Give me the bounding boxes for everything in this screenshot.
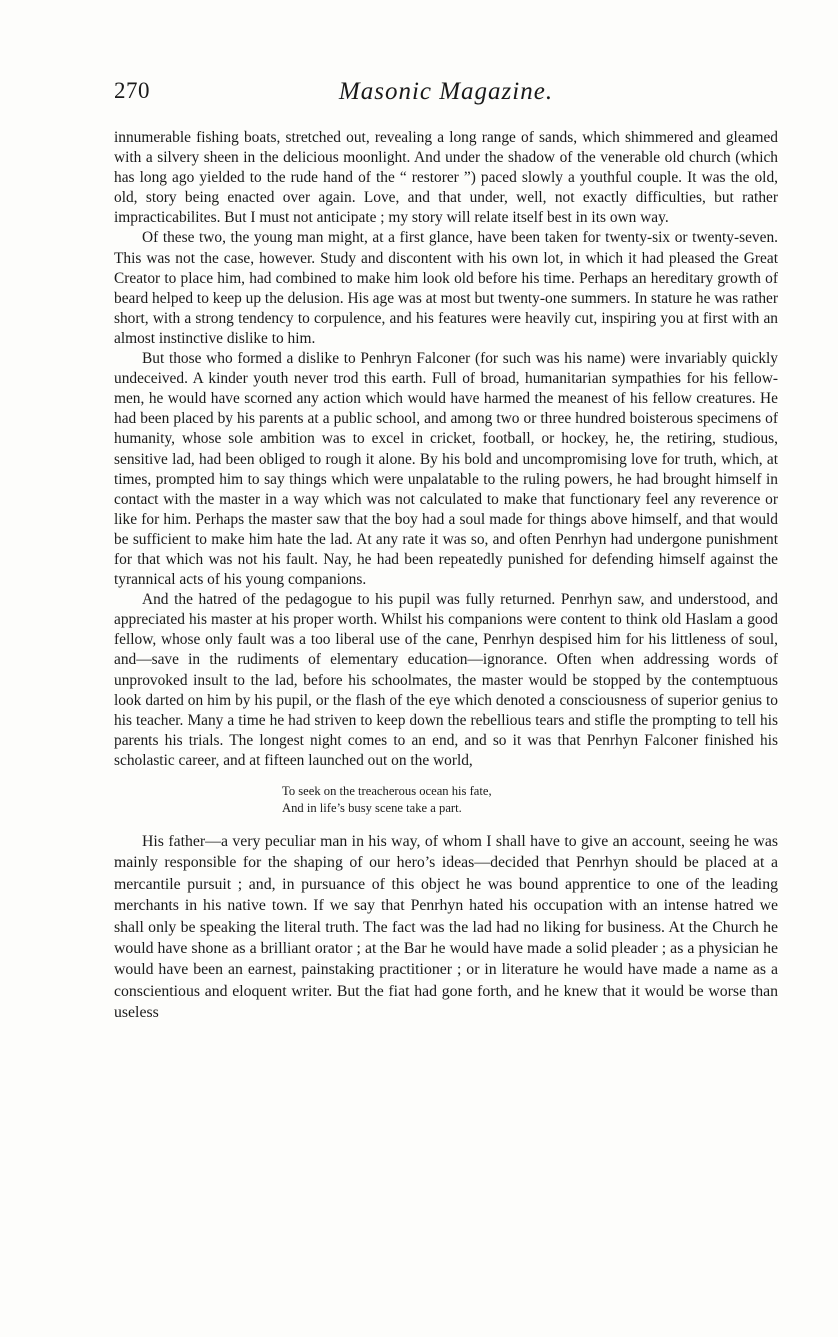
verse-line: To seek on the treacherous ocean his fate, <box>282 784 492 798</box>
paragraph: But those who formed a dislike to Penhryn Falconer (for such was his name) were invariably quickly undeceived. A kinder youth never trod this earth. Full of broad, humanitarian sympathies for his fellow-men, he would have scorned any action which would have harmed the meanest of his fellow creatures. He had been placed by his parents at a public school, and among two or three hundred boisterous specimens of humanity, whose sole ambition was to excel in cricket, football, or hockey, he, the retiring, studious, sensitive lad, had been obliged to rough it alone. By his bold and uncompromising love for truth, which, at times, prompted him to say things which were unpalatable to the ruling powers, he had brought himself in contact with the master in a way which was not calculated to make that functionary feel any reverence or like for him. Perhaps the master saw that the boy had a soul made for things above himself, and that would be sufficient to make him hate the lad. At any rate it was so, and often Penrhyn had undergone punishment for that which was not his fault. Nay, he had been repeatedly punished for defending himself against the tyrannical acts of his young companions. <box>114 350 778 589</box>
paragraph: Of these two, the young man might, at a first glance, have been taken for twenty-six or twenty-seven. This was not the case, however. Study and discontent with his own lot, in which it had pleased the Great Creator to place him, had combined to make him look old before his time. Perhaps an hereditary growth of beard helped to keep up the delusion. His age was at most but twenty-one summers. In stature he was rather short, with a strong tendency to corpulence, and his features were heavily cut, inspiring you at first with an almost instinctive dislike to him. <box>114 229 778 347</box>
journal-title: Masonic Magazine. <box>338 78 554 105</box>
page-number: 270 <box>114 78 150 103</box>
verse-line: And in life’s busy scene take a part. <box>282 801 462 815</box>
verse-quotation <box>282 783 778 817</box>
paragraph-continued: innumerable fishing boats, stretched out, revealing a long range of sands, which shimmered and gleamed with a silvery sheen in the delicious moonlight. And under the shadow of the venerable old church (which has long ago yielded to the rude hand of the “ restorer ”) paced slowly a youthful couple. It was the old, old, story being enacted over again. Love, and that under, well, not exactly difficulties, but rather impracticabilites. But I must not anticipate ; my story will relate itself best in its own way. <box>114 129 778 227</box>
paragraph: And the hatred of the pedagogue to his pupil was fully returned. Penrhyn saw, and understood, and appreciated his master at his proper worth. Whilst his companions were content to think old Haslam a good fellow, whose only fault was a too liberal use of the cane, Penrhyn despised him for his littleness of soul, and—save in the rudiments of elementary education—ignorance. Often when addressing words of unprovoked insult to the lad, before his schoolmates, the master would be stopped by the contemptuous look darted on him by his pupil, or the flash of the eye which denoted a consciousness of superior genius to his teacher. Many a time he had striven to keep down the rebellious tears and stifle the prompting to tell his parents his trials. The longest night comes to an end, and so it was that Penrhyn Falconer finished his scholastic career, and at fifteen launched out on the world, <box>114 591 778 769</box>
article-body <box>114 128 778 1024</box>
paragraph: His father—a very peculiar man in his way, of whom I shall have to give an account, seeing he was mainly responsible for the shaping of our hero’s ideas—decided that Penrhyn should be placed at a mercantile pursuit ; and, in pursuance of this object he was bound apprentice to one of the leading merchants in his native town. If we say that Penrhyn hated his occupation with an intense hatred we shall only be speaking the literal truth. The fact was the lad had no liking for business. At the Church he would have shone as a brilliant orator ; at the Bar he would have made a solid pleader ; as a physician he would have been an earnest, painstaking practitioner ; or in literature he would have made a name as a conscientious and eloquent writer. But the fiat had gone forth, and he knew that it would be worse than useless <box>114 833 778 1022</box>
running-head <box>114 78 778 114</box>
